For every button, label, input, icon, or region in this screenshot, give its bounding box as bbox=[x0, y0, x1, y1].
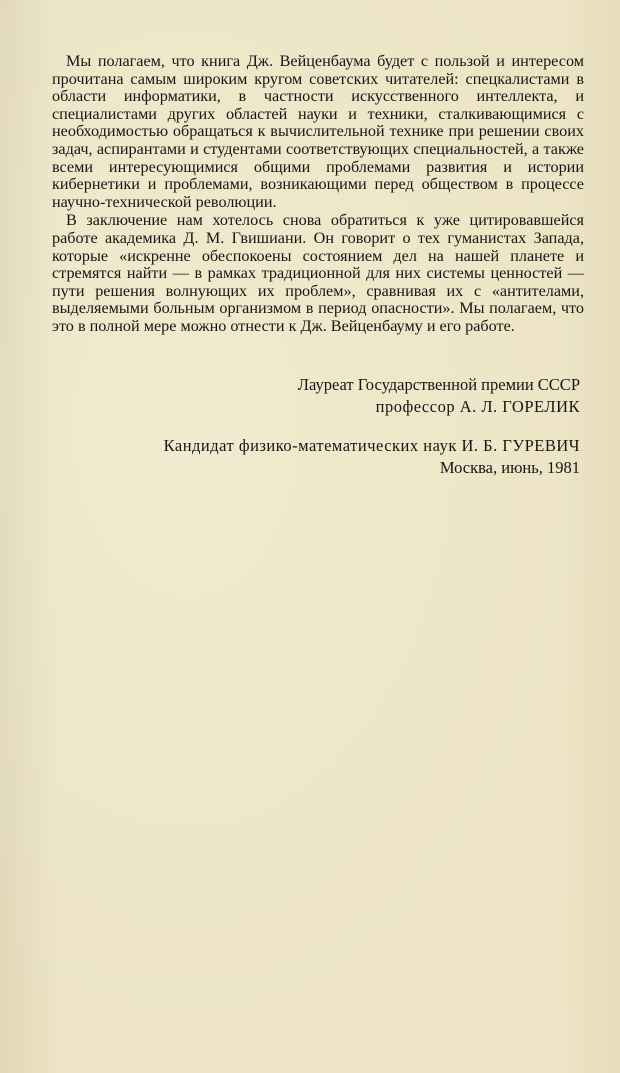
signature-name-gurevich: Кандидат физико-математических наук И. Б. ГУРЕВИЧ bbox=[163, 436, 580, 455]
signature-block bbox=[80, 374, 580, 479]
signature-place-date: Москва, июнь, 1981 bbox=[439, 458, 580, 477]
signature-title-gorelik: Лауреат Государственной премии СССР bbox=[297, 375, 580, 394]
body-text bbox=[52, 53, 584, 336]
paragraph-conclusion: В заключение нам хотелось снова обратиться к уже цитировавшейся работе академика Д. М. Гвишиани. Он говорит о тех гуманистах Запада, которые «искренне обеспокоены состоянием дел на нашей планете и стремятся найти — в рамках традиционной для них системы ценностей — пути решения волнующих их проблем», сравнивая их с «антителами, выделяемыми больным организмом в период опасности». Мы полагаем, что это в полной мере можно отнести к Дж. Вейценбауму и его работе. bbox=[52, 211, 584, 335]
signature-name-gorelik: профессор А. Л. ГОРЕЛИК bbox=[375, 397, 580, 416]
paragraph-readership: Мы полагаем, что книга Дж. Вейценбаума будет с пользой и интересом прочитана самым широким кругом советских читателей: спецкалистами в области информатики, в частности искусственного интеллекта, и специалистами других областей науки и техники, сталкивающимися с необходимостью обращаться к вычислительной технике при решении своих задач, аспирантами и студентами соответствующих специальностей, а также всеми интересующимися общими проблемами развития и истории кибернетики и проблемами, возникающими перед обществом в процессе научно-технической революции. bbox=[52, 52, 584, 211]
